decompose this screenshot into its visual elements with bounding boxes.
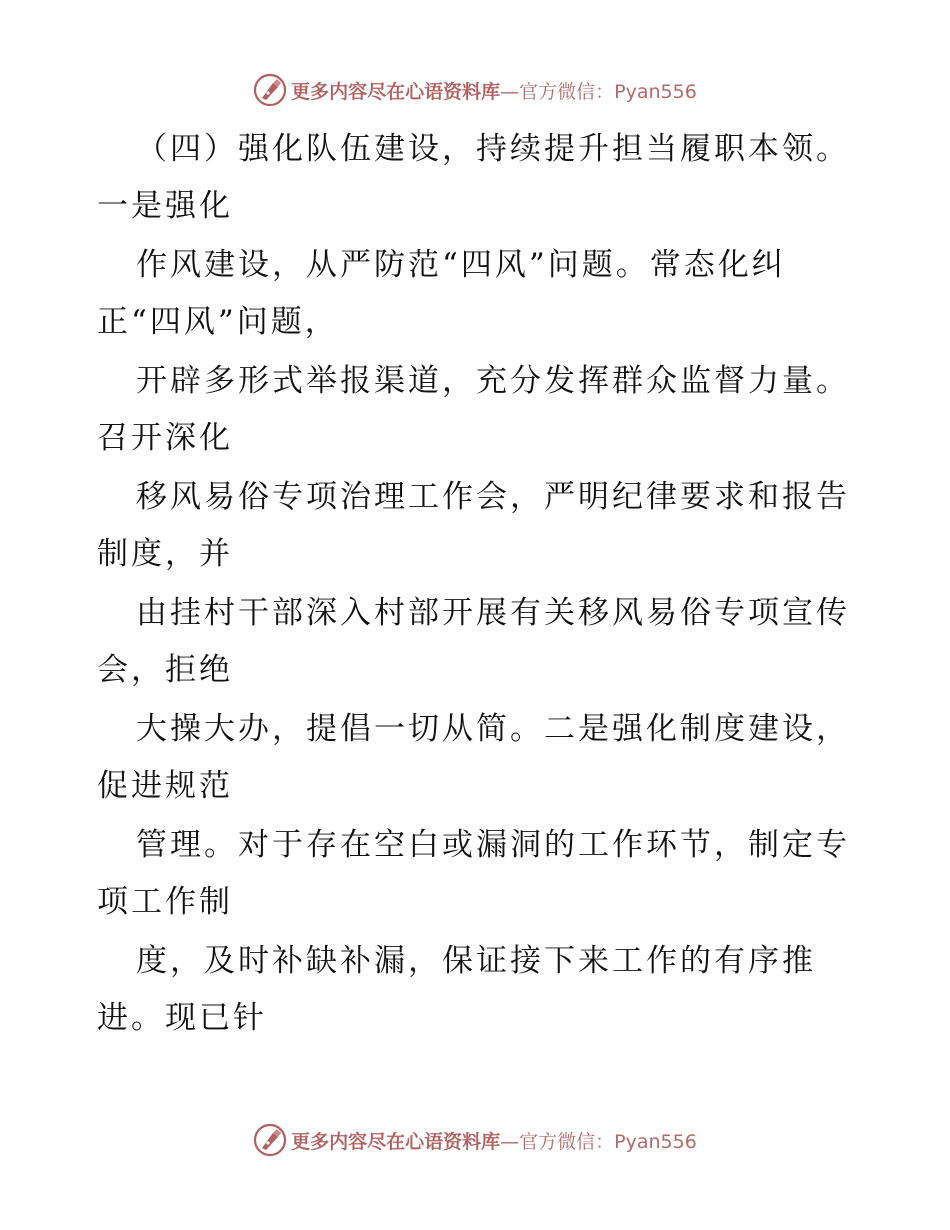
watermark-text <box>291 77 697 104</box>
watermark-dash: — <box>500 1130 520 1153</box>
body-line: 管理。对于存在空白或漏洞的工作环节，制定专 <box>136 827 850 863</box>
watermark-contact: 官方微信：Pyan556 <box>519 1130 697 1153</box>
body-line: 作风建设，从严防范“四风”问题。常态化纠 <box>136 247 786 283</box>
body-line: 由挂村干部深入村部开展有关移风易俗专项宣传 <box>136 595 850 631</box>
watermark-text <box>291 1127 697 1154</box>
watermark-brand: 更多内容尽在心语资料库 <box>291 80 501 103</box>
body-line: 正“四风”问题， <box>97 304 339 340</box>
body-line: 制度，并 <box>97 536 233 572</box>
watermark-contact: 官方微信：Pyan556 <box>519 80 697 103</box>
watermark-dash: — <box>500 80 520 103</box>
body-line: 度，及时补缺补漏，保证接下来工作的有序推 <box>136 943 816 979</box>
header-watermark <box>0 70 950 110</box>
pen-nib-logo-icon <box>253 1123 287 1157</box>
body-line: 会，拒绝 <box>97 652 233 688</box>
body-line: 大操大办，提倡一切从简。二是强化制度建设， <box>136 711 850 747</box>
footer-watermark <box>0 1120 950 1160</box>
pen-nib-logo-icon <box>253 73 287 107</box>
body-line: 移风易俗专项治理工作会，严明纪律要求和报告 <box>136 479 850 515</box>
body-line: （四）强化队伍建设，持续提升担当履职本领。 <box>136 131 850 167</box>
body-line: 一是强化 <box>97 188 233 224</box>
body-line: 开辟多形式举报渠道，充分发挥群众监督力量。 <box>136 363 850 399</box>
watermark-brand: 更多内容尽在心语资料库 <box>291 1130 501 1153</box>
body-line: 项工作制 <box>97 884 233 920</box>
body-line: 进。现已针 <box>97 1000 267 1036</box>
body-line: 促进规范 <box>97 768 233 804</box>
body-line: 召开深化 <box>97 420 233 456</box>
